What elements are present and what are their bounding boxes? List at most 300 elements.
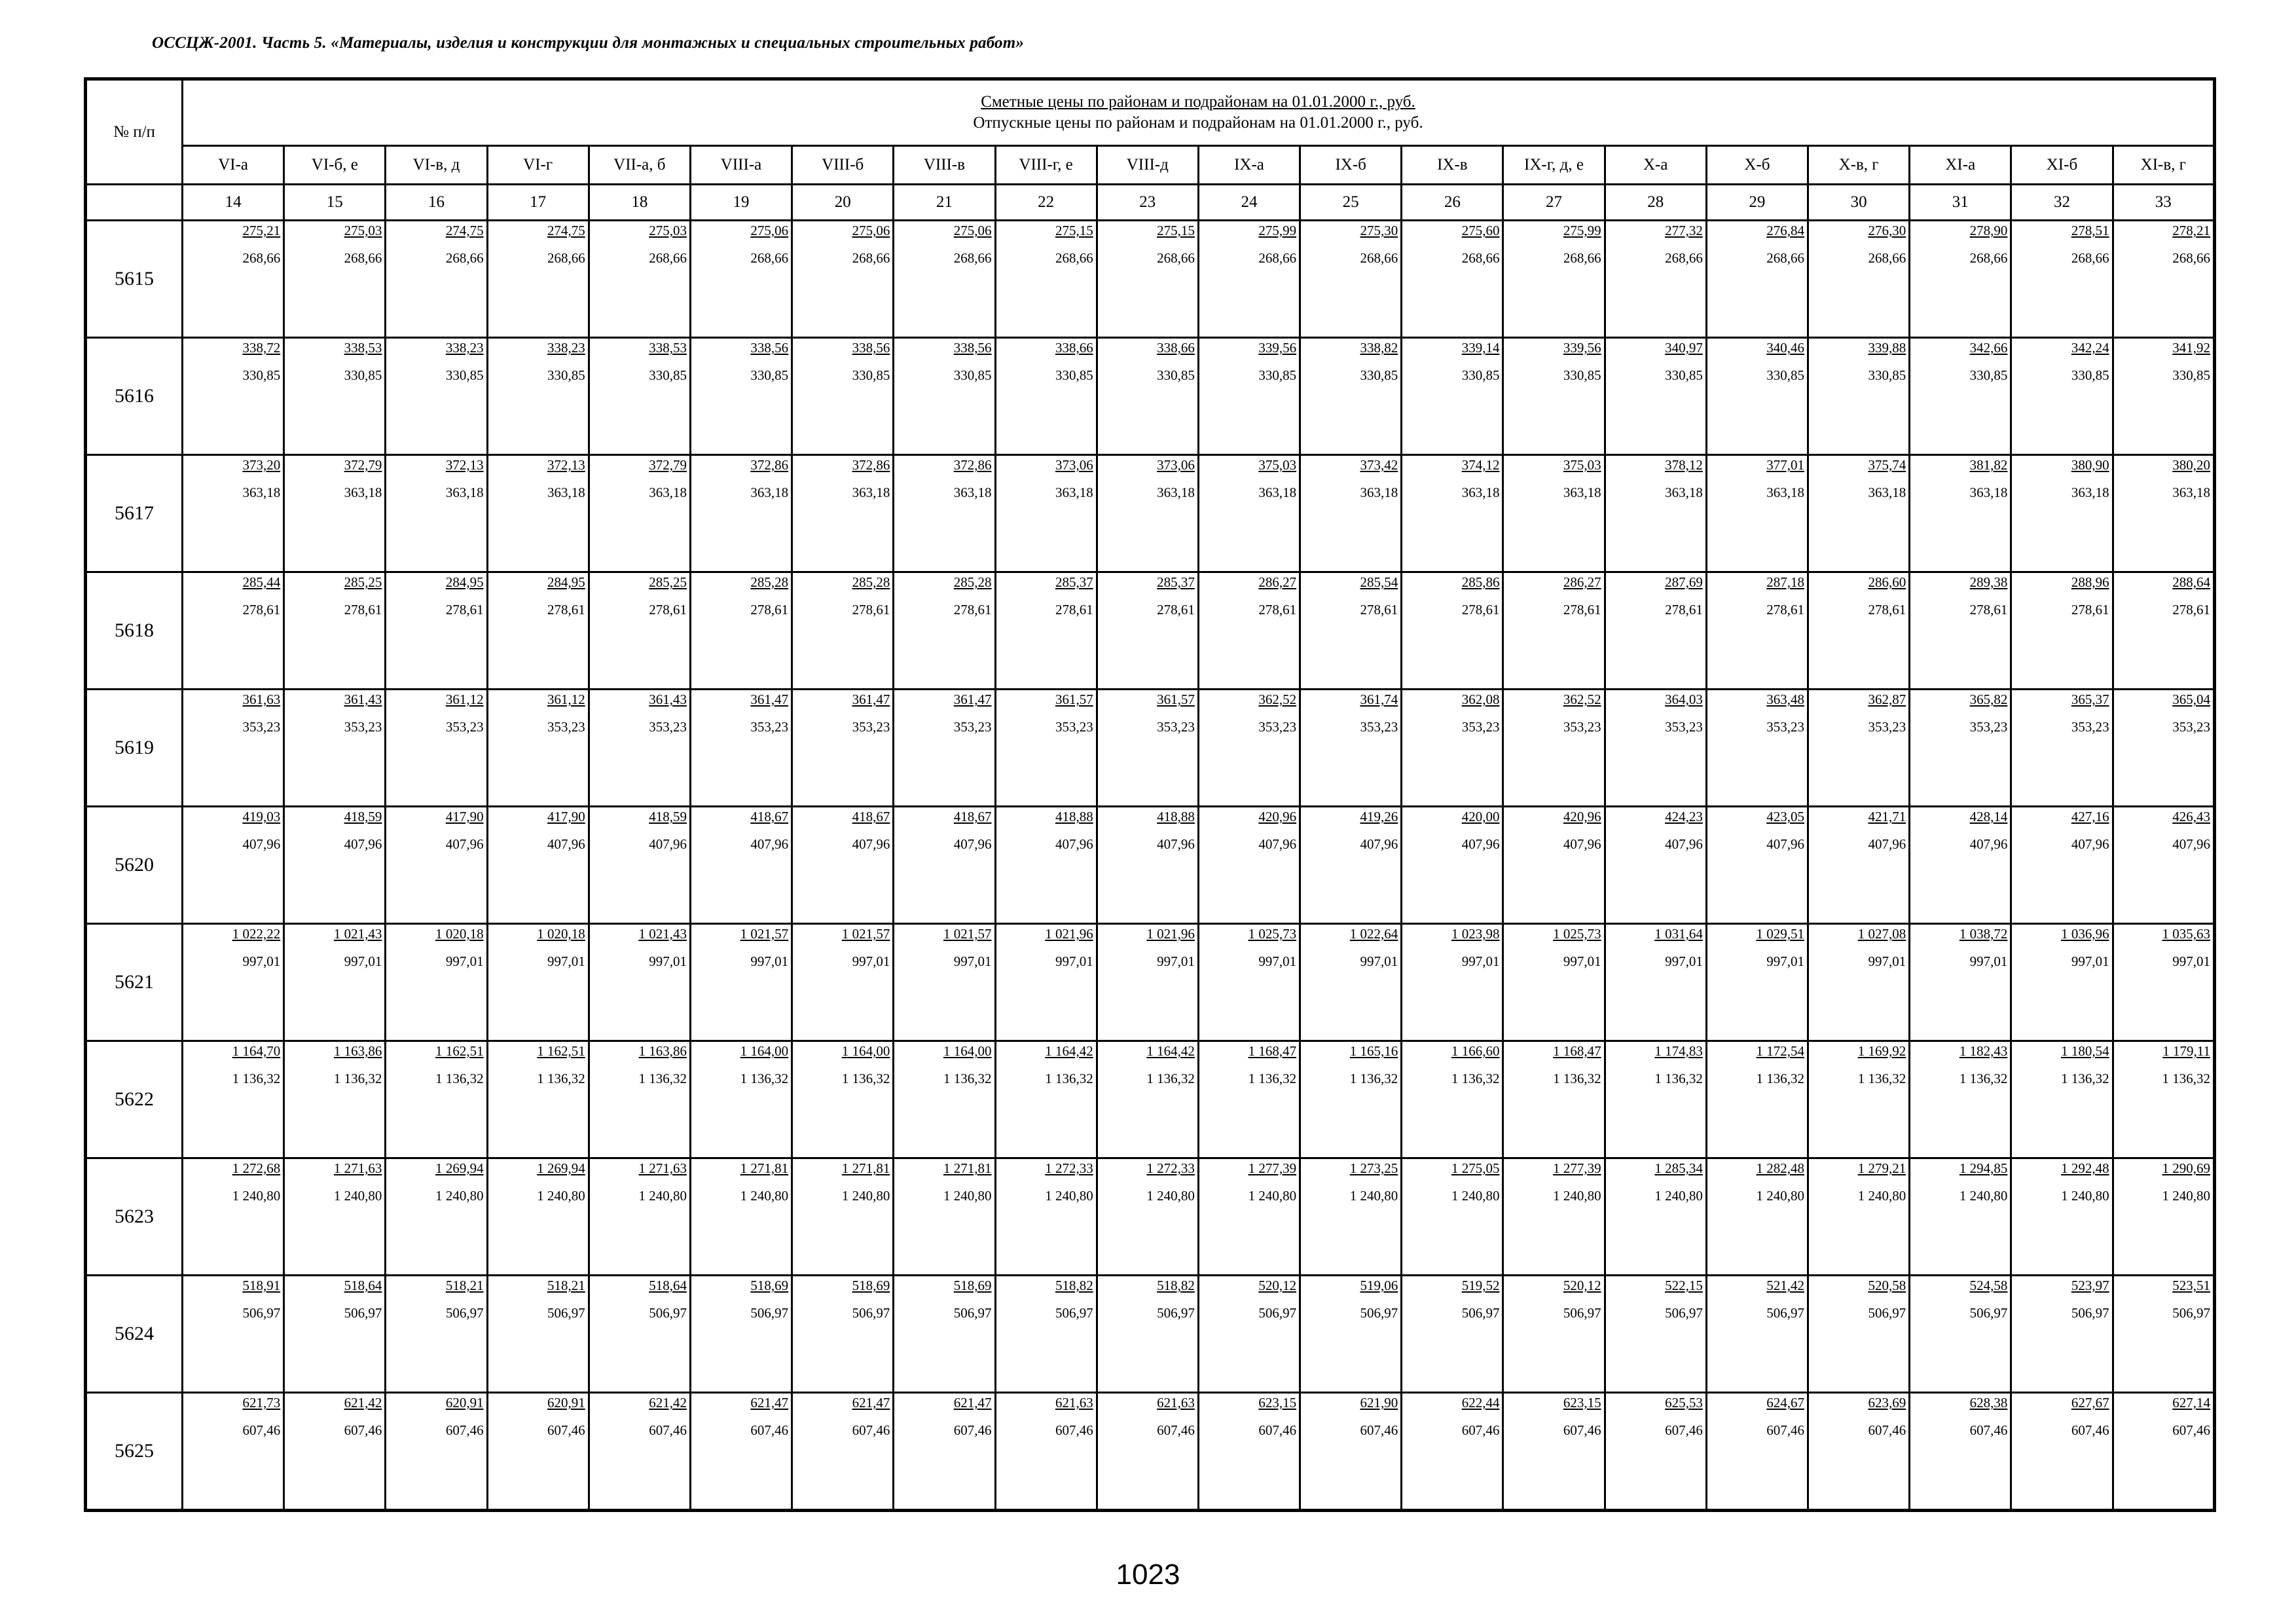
estimate-price: 380,90 (2071, 457, 2109, 473)
release-price: 506,97 (953, 1305, 992, 1321)
release-price: 997,01 (1258, 953, 1297, 969)
release-price: 506,97 (1258, 1305, 1297, 1321)
price-cell (1097, 1041, 1198, 1158)
estimate-price: 419,26 (1360, 809, 1398, 824)
estimate-price: 428,14 (1969, 809, 2008, 824)
price-cell (1198, 1393, 1300, 1511)
release-price: 607,46 (1157, 1422, 1195, 1438)
release-price: 1 240,80 (537, 1188, 585, 1204)
estimate-price: 362,08 (1461, 692, 1500, 707)
price-cell (995, 807, 1097, 924)
price-cell (386, 572, 487, 690)
price-cell (1097, 338, 1198, 455)
release-price: 407,96 (2071, 836, 2109, 852)
estimate-price: 372,79 (649, 457, 687, 473)
estimate-price: 361,12 (445, 692, 484, 707)
estimate-price: 372,13 (547, 457, 585, 473)
release-price: 278,61 (750, 602, 789, 618)
release-price: 997,01 (750, 953, 789, 969)
release-price: 363,18 (2172, 485, 2210, 500)
release-price: 997,01 (1360, 953, 1398, 969)
release-price: 1 240,80 (1045, 1188, 1093, 1204)
release-price: 330,85 (547, 367, 585, 383)
release-price: 1 136,32 (1857, 1071, 1906, 1086)
release-price: 268,66 (547, 250, 585, 266)
price-cell (1605, 924, 1706, 1041)
estimate-price: 362,87 (1868, 692, 1906, 707)
price-cell (2113, 1393, 2214, 1511)
price-cell (2011, 1158, 2113, 1276)
price-cell (1402, 924, 1503, 1041)
estimate-price: 275,99 (1563, 223, 1601, 238)
price-cell (386, 1393, 487, 1511)
release-price: 407,96 (649, 836, 687, 852)
estimate-price: 284,95 (547, 574, 585, 590)
price-cell (690, 1393, 792, 1511)
estimate-price: 338,82 (1360, 340, 1398, 356)
estimate-price: 364,03 (1665, 692, 1703, 707)
price-cell (1706, 807, 1808, 924)
item-number: 5618 (86, 572, 183, 690)
estimate-price: 518,82 (1055, 1278, 1093, 1293)
table-row (86, 1276, 2215, 1393)
price-cell (894, 572, 995, 690)
price-cell (1808, 1276, 1910, 1393)
column-number: 18 (589, 185, 690, 221)
estimate-price: 1 279,21 (1857, 1160, 1906, 1176)
release-price: 607,46 (1563, 1422, 1601, 1438)
price-cell (487, 455, 589, 572)
release-price: 1 240,80 (2061, 1188, 2109, 1204)
price-cell (183, 807, 284, 924)
estimate-price: 427,16 (2071, 809, 2109, 824)
price-cell (1300, 1041, 1402, 1158)
price-cell (894, 1158, 995, 1276)
estimate-price: 274,75 (445, 223, 484, 238)
estimate-price: 1 025,73 (1248, 926, 1297, 942)
price-cell (995, 1041, 1097, 1158)
price-cell (1706, 690, 1808, 807)
estimate-price: 1 282,48 (1756, 1160, 1804, 1176)
price-cell (386, 338, 487, 455)
estimate-price: 375,03 (1563, 457, 1601, 473)
estimate-price: 286,60 (1868, 574, 1906, 590)
price-cell (894, 924, 995, 1041)
release-price: 506,97 (1360, 1305, 1398, 1321)
release-price: 353,23 (750, 719, 789, 735)
release-price: 506,97 (1969, 1305, 2008, 1321)
price-cell (1198, 1041, 1300, 1158)
estimate-price: 1 163,86 (638, 1043, 687, 1059)
estimate-price: 1 271,63 (638, 1160, 687, 1176)
estimate-price: 518,69 (750, 1278, 789, 1293)
estimate-price: 1 271,81 (740, 1160, 789, 1176)
release-price: 1 136,32 (943, 1071, 992, 1086)
estimate-price: 1 179,11 (2162, 1043, 2210, 1059)
release-price: 997,01 (1157, 953, 1195, 969)
price-cell (1402, 338, 1503, 455)
region-header: X-б (1706, 146, 1808, 185)
estimate-price: 284,95 (445, 574, 484, 590)
price-cell (2113, 221, 2214, 338)
estimate-price: 1 277,39 (1248, 1160, 1297, 1176)
column-number: 29 (1706, 185, 1808, 221)
estimate-price: 1 029,51 (1756, 926, 1804, 942)
price-cell (690, 572, 792, 690)
price-cell (183, 338, 284, 455)
estimate-price: 417,90 (547, 809, 585, 824)
item-number: 5615 (86, 221, 183, 338)
price-cell (589, 455, 690, 572)
release-price: 353,23 (1157, 719, 1195, 735)
price-cell (894, 455, 995, 572)
price-cell (1605, 1041, 1706, 1158)
price-cell (690, 807, 792, 924)
estimate-price: 375,74 (1868, 457, 1906, 473)
release-price: 997,01 (242, 953, 281, 969)
estimate-price: 628,38 (1969, 1395, 2008, 1411)
release-price: 506,97 (1157, 1305, 1195, 1321)
release-price: 1 240,80 (1959, 1188, 2008, 1204)
price-cell (1300, 455, 1402, 572)
release-price: 997,01 (1563, 953, 1601, 969)
estimate-price: 278,51 (2071, 223, 2109, 238)
estimate-price: 519,06 (1360, 1278, 1398, 1293)
price-cell (1808, 807, 1910, 924)
release-price: 407,96 (1665, 836, 1703, 852)
estimate-price: 1 164,70 (232, 1043, 281, 1059)
table-row (86, 1393, 2215, 1511)
estimate-price: 373,42 (1360, 457, 1398, 473)
estimate-price: 418,67 (953, 809, 992, 824)
release-price: 607,46 (445, 1422, 484, 1438)
release-price: 1 136,32 (1959, 1071, 2008, 1086)
estimate-price: 1 294,85 (1959, 1160, 2008, 1176)
estimate-price: 338,66 (1055, 340, 1093, 356)
estimate-price: 378,12 (1665, 457, 1703, 473)
price-cell (386, 690, 487, 807)
release-price: 407,96 (1055, 836, 1093, 852)
estimate-price: 361,43 (344, 692, 382, 707)
estimate-price: 275,03 (344, 223, 382, 238)
price-cell (1605, 807, 1706, 924)
estimate-price: 621,42 (649, 1395, 687, 1411)
estimate-price: 417,90 (445, 809, 484, 824)
estimate-price: 1 022,22 (232, 926, 281, 942)
price-cell (589, 690, 690, 807)
price-cell (2011, 1393, 2113, 1511)
region-header: VII-а, б (589, 146, 690, 185)
estimate-price: 1 021,57 (943, 926, 992, 942)
price-cell (1198, 572, 1300, 690)
release-price: 407,96 (344, 836, 382, 852)
release-price: 506,97 (649, 1305, 687, 1321)
estimate-price: 285,25 (649, 574, 687, 590)
price-cell (1097, 924, 1198, 1041)
release-price: 997,01 (1461, 953, 1500, 969)
price-cell (284, 1276, 386, 1393)
estimate-price: 627,67 (2071, 1395, 2109, 1411)
release-price: 1 136,32 (1756, 1071, 1804, 1086)
price-cell (2011, 572, 2113, 690)
estimate-price: 289,38 (1969, 574, 2008, 590)
price-cell (2011, 455, 2113, 572)
estimate-price: 363,48 (1766, 692, 1804, 707)
table-title (183, 79, 2215, 146)
release-price: 330,85 (1868, 367, 1906, 383)
price-cell (589, 807, 690, 924)
price-cell (1706, 924, 1808, 1041)
estimate-price: 524,58 (1969, 1278, 2008, 1293)
estimate-price: 421,71 (1868, 809, 1906, 824)
release-price: 278,61 (445, 602, 484, 618)
release-price: 1 136,32 (1553, 1071, 1601, 1086)
release-price: 1 240,80 (1451, 1188, 1500, 1204)
estimate-price: 420,00 (1461, 809, 1500, 824)
estimate-price: 288,96 (2071, 574, 2109, 590)
column-number: 16 (386, 185, 487, 221)
estimate-price: 361,74 (1360, 692, 1398, 707)
release-price: 268,66 (750, 250, 789, 266)
price-cell (1503, 1041, 1605, 1158)
price-cell (792, 924, 894, 1041)
release-price: 1 240,80 (1857, 1188, 1906, 1204)
release-price: 353,23 (547, 719, 585, 735)
release-price: 1 240,80 (943, 1188, 992, 1204)
release-price: 997,01 (547, 953, 585, 969)
price-cell (487, 338, 589, 455)
estimate-price: 374,12 (1461, 457, 1500, 473)
release-price: 1 240,80 (1654, 1188, 1703, 1204)
estimate-price: 520,58 (1868, 1278, 1906, 1293)
price-cell (1402, 572, 1503, 690)
release-price: 330,85 (2071, 367, 2109, 383)
estimate-price: 521,42 (1766, 1278, 1804, 1293)
price-cell (690, 690, 792, 807)
table-row (86, 338, 2215, 455)
region-header: X-в, г (1808, 146, 1910, 185)
estimate-price: 372,86 (750, 457, 789, 473)
estimate-price: 518,21 (547, 1278, 585, 1293)
price-cell (284, 690, 386, 807)
estimate-price: 624,67 (1766, 1395, 1804, 1411)
region-header: XI-а (1910, 146, 2011, 185)
price-cell (792, 807, 894, 924)
region-header: VI-б, е (284, 146, 386, 185)
release-price: 607,46 (1055, 1422, 1093, 1438)
estimate-price: 522,15 (1665, 1278, 1703, 1293)
release-price: 278,61 (1766, 602, 1804, 618)
estimate-price: 377,01 (1766, 457, 1804, 473)
release-price: 1 136,32 (1349, 1071, 1398, 1086)
price-cell (1402, 1041, 1503, 1158)
estimate-price: 339,88 (1868, 340, 1906, 356)
estimate-price: 275,30 (1360, 223, 1398, 238)
column-number: 33 (2113, 185, 2214, 221)
release-price: 363,18 (1055, 485, 1093, 500)
estimate-price: 1 036,96 (2061, 926, 2109, 942)
release-price: 607,46 (344, 1422, 382, 1438)
column-number: 19 (690, 185, 792, 221)
estimate-price: 373,20 (242, 457, 281, 473)
estimate-price: 339,14 (1461, 340, 1500, 356)
price-cell (1706, 572, 1808, 690)
release-price: 1 136,32 (1451, 1071, 1500, 1086)
price-cell (1198, 221, 1300, 338)
release-price: 330,85 (1665, 367, 1703, 383)
price-cell (1910, 690, 2011, 807)
release-price: 353,23 (1969, 719, 2008, 735)
region-header: VIII-б (792, 146, 894, 185)
price-cell (2113, 455, 2214, 572)
release-price: 268,66 (1766, 250, 1804, 266)
price-cell (284, 1158, 386, 1276)
price-cell (2113, 1041, 2214, 1158)
release-price: 407,96 (242, 836, 281, 852)
estimate-price: 285,28 (852, 574, 890, 590)
price-cell (1097, 455, 1198, 572)
price-cell (284, 572, 386, 690)
page-number: 1023 (1116, 1559, 1180, 1591)
estimate-price: 286,27 (1258, 574, 1297, 590)
estimate-price: 380,20 (2172, 457, 2210, 473)
price-cell (792, 455, 894, 572)
estimate-price: 1 271,63 (333, 1160, 382, 1176)
price-cell (1706, 1393, 1808, 1511)
price-cell (1097, 572, 1198, 690)
release-price: 268,66 (2172, 250, 2210, 266)
estimate-price: 275,60 (1461, 223, 1500, 238)
estimate-price: 339,56 (1563, 340, 1601, 356)
price-cell (1097, 690, 1198, 807)
price-cell (1503, 807, 1605, 924)
price-cell (2113, 924, 2214, 1041)
release-price: 330,85 (649, 367, 687, 383)
table-row (86, 690, 2215, 807)
price-cell (792, 1393, 894, 1511)
column-number: 27 (1503, 185, 1605, 221)
estimate-price: 340,46 (1766, 340, 1804, 356)
release-price: 268,66 (649, 250, 687, 266)
price-cell (690, 221, 792, 338)
release-price: 997,01 (649, 953, 687, 969)
price-cell (1910, 1276, 2011, 1393)
estimate-price: 518,69 (852, 1278, 890, 1293)
price-cell (2113, 690, 2214, 807)
release-price: 1 240,80 (1146, 1188, 1195, 1204)
price-cell (487, 807, 589, 924)
release-price: 363,18 (1258, 485, 1297, 500)
price-cell (183, 1276, 284, 1393)
price-cell (589, 1276, 690, 1393)
release-price: 607,46 (1868, 1422, 1906, 1438)
price-cell (1910, 338, 2011, 455)
release-price: 330,85 (2172, 367, 2210, 383)
price-cell (690, 1158, 792, 1276)
estimate-price: 276,30 (1868, 223, 1906, 238)
price-cell (1300, 221, 1402, 338)
table-row (86, 572, 2215, 690)
estimate-price: 275,03 (649, 223, 687, 238)
column-number: 20 (792, 185, 894, 221)
price-cell (1300, 1276, 1402, 1393)
region-header: VI-в, д (386, 146, 487, 185)
region-header: VIII-г, е (995, 146, 1097, 185)
price-cell (792, 1158, 894, 1276)
price-cell (1605, 690, 1706, 807)
estimate-price: 275,15 (1055, 223, 1093, 238)
price-cell (487, 221, 589, 338)
rownum-header: № п/п (86, 79, 183, 185)
release-price: 1 240,80 (435, 1188, 484, 1204)
release-price: 278,61 (1157, 602, 1195, 618)
estimate-price: 1 025,73 (1553, 926, 1601, 942)
release-price: 407,96 (1766, 836, 1804, 852)
estimate-price: 373,06 (1157, 457, 1195, 473)
release-price: 278,61 (1360, 602, 1398, 618)
price-cell (386, 924, 487, 1041)
region-header: IX-а (1198, 146, 1300, 185)
estimate-price: 338,56 (953, 340, 992, 356)
estimate-price: 1 164,00 (841, 1043, 890, 1059)
estimate-price: 523,51 (2172, 1278, 2210, 1293)
item-number: 5624 (86, 1276, 183, 1393)
price-cell (1503, 924, 1605, 1041)
price-cell (1198, 338, 1300, 455)
price-cell (995, 1276, 1097, 1393)
release-price: 278,61 (1258, 602, 1297, 618)
item-number: 5617 (86, 455, 183, 572)
estimate-price: 1 277,39 (1553, 1160, 1601, 1176)
release-price: 363,18 (852, 485, 890, 500)
estimate-price: 1 165,16 (1349, 1043, 1398, 1059)
estimate-price: 418,59 (344, 809, 382, 824)
estimate-price: 372,86 (953, 457, 992, 473)
estimate-price: 1 275,05 (1451, 1160, 1500, 1176)
release-price: 330,85 (750, 367, 789, 383)
release-price: 353,23 (445, 719, 484, 735)
price-cell (792, 338, 894, 455)
region-header: VIII-а (690, 146, 792, 185)
release-price: 330,85 (1563, 367, 1601, 383)
estimate-price: 342,24 (2071, 340, 2109, 356)
estimate-price: 621,47 (750, 1395, 789, 1411)
release-price: 278,61 (1665, 602, 1703, 618)
price-cell (1503, 338, 1605, 455)
release-price: 268,66 (1665, 250, 1703, 266)
column-number: 17 (487, 185, 589, 221)
estimate-price: 278,21 (2172, 223, 2210, 238)
release-price: 268,66 (1868, 250, 1906, 266)
estimate-price: 518,91 (242, 1278, 281, 1293)
estimate-price: 340,97 (1665, 340, 1703, 356)
release-price: 268,66 (242, 250, 281, 266)
price-cell (1706, 221, 1808, 338)
estimate-price: 338,23 (547, 340, 585, 356)
estimate-price: 361,57 (1157, 692, 1195, 707)
price-cell (1300, 1158, 1402, 1276)
estimate-price: 518,82 (1157, 1278, 1195, 1293)
price-cell (1910, 924, 2011, 1041)
price-cell (1198, 924, 1300, 1041)
price-cell (487, 690, 589, 807)
release-price: 1 136,32 (638, 1071, 687, 1086)
price-cell (1402, 807, 1503, 924)
estimate-price: 361,43 (649, 692, 687, 707)
price-cell (589, 338, 690, 455)
price-cell (2011, 1276, 2113, 1393)
release-price: 997,01 (2172, 953, 2210, 969)
